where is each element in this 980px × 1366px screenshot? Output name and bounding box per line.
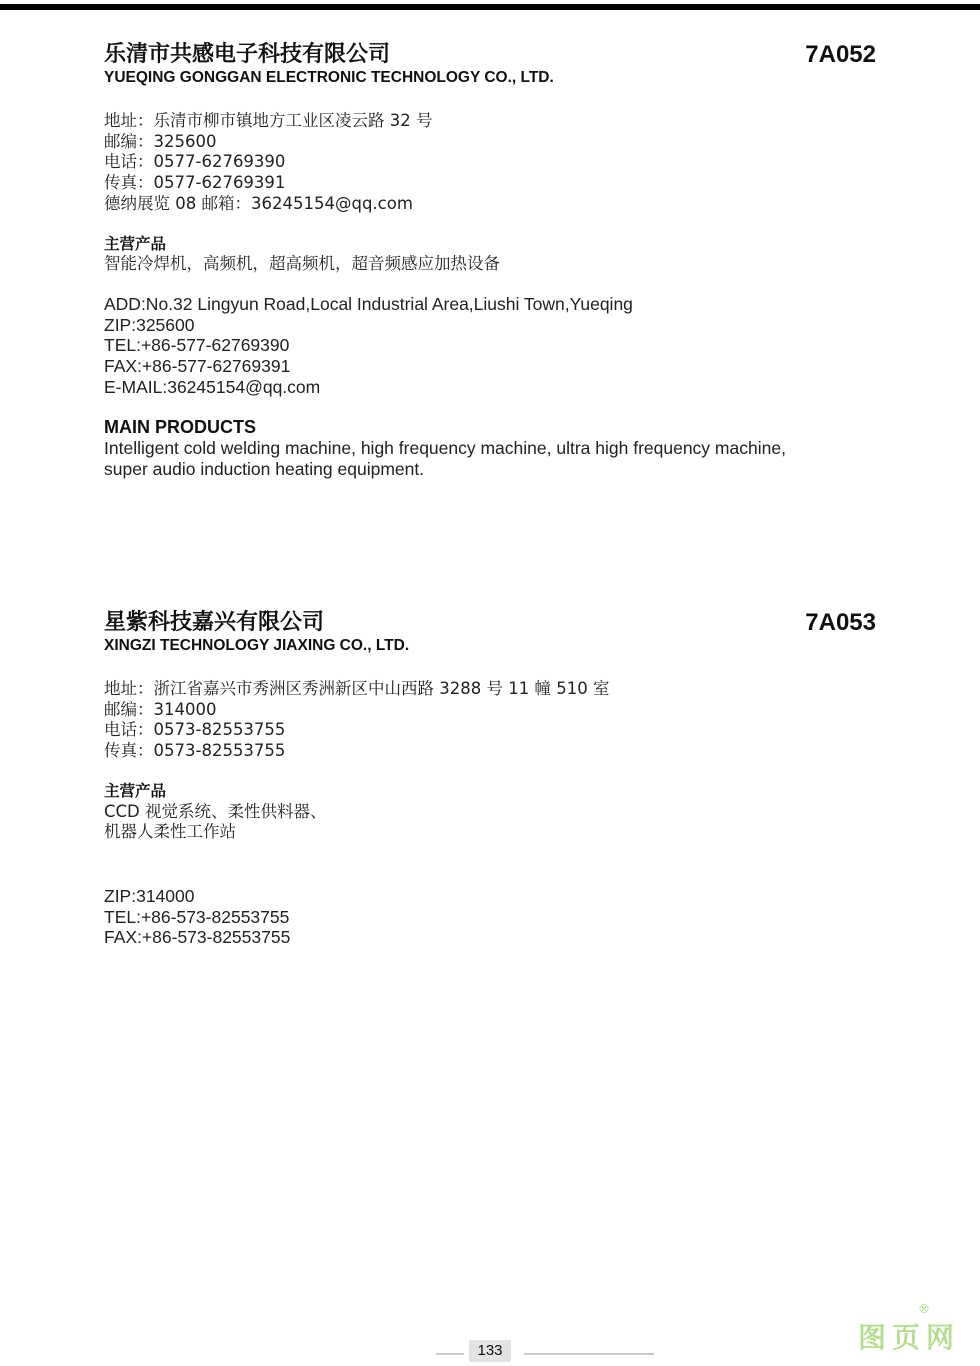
cn-phone: 电话：0577-62769390: [104, 152, 286, 172]
cn-fax: 传真：0573-82553755: [104, 741, 286, 761]
cn-zip: 邮编：314000: [104, 699, 217, 719]
cn-address: 地址：浙江省嘉兴市秀洲区秀洲新区中山西路 3288 号 11 幢 510 室: [104, 679, 610, 698]
cn-contact-block: [104, 679, 884, 762]
cn-zip: 邮编：325600: [104, 131, 217, 151]
cn-phone: 电话：0573-82553755: [104, 720, 286, 740]
booth-number: 7A052: [805, 41, 876, 68]
en-phone: TEL:+86-577-62769390: [104, 335, 290, 356]
en-products-heading: MAIN PRODUCTS: [104, 417, 256, 438]
en-zip: ZIP:325600: [104, 314, 195, 335]
footer-rule-right: [524, 1353, 654, 1355]
company-name-en: YUEQING GONGGAN ELECTRONIC TECHNOLOGY CO., LTD.: [104, 69, 554, 86]
exhibitor-entry: [104, 40, 884, 480]
company-name-cn: 星紫科技嘉兴有限公司: [104, 610, 325, 635]
booth-number: 7A053: [805, 609, 876, 636]
en-address: ADD:No.32 Lingyun Road,Local Industrial Area,Liushi Town,Yueqing: [104, 293, 633, 314]
en-phone: TEL:+86-573-82553755: [104, 906, 290, 927]
company-name-cn: 乐清市共感电子科技有限公司: [104, 42, 391, 67]
en-contact-block: [104, 886, 884, 948]
cn-email: 德纳展览 08 邮箱：36245154@qq.com: [104, 193, 413, 213]
cn-products-line: 智能冷焊机，高频机，超高频机，超音频感应加热设备: [104, 254, 500, 274]
top-rule: [0, 4, 980, 10]
en-fax: FAX:+86-577-62769391: [104, 356, 291, 377]
cn-products-heading: 主营产品: [104, 781, 167, 800]
en-zip: ZIP:314000: [104, 885, 195, 906]
page-number: 133: [469, 1340, 511, 1362]
en-products-line: Intelligent cold welding machine, high frequency machine, ultra high frequency machine,: [104, 438, 786, 459]
cn-products-block: [104, 234, 884, 275]
cn-address: 地址：乐清市柳市镇地方工业区凌云路 32 号: [104, 111, 433, 130]
en-email: E-MAIL:36245154@qq.com: [104, 376, 321, 397]
en-products-line: super audio induction heating equipment.: [104, 458, 425, 479]
en-contact-block: [104, 294, 884, 398]
exhibitor-entry: [104, 608, 884, 948]
footer-rule-left: [436, 1353, 464, 1355]
en-fax: FAX:+86-573-82553755: [104, 927, 291, 948]
watermark-logo: 图页网: [858, 1321, 961, 1354]
en-products-block: [104, 417, 884, 479]
registered-mark-icon: ®: [918, 1302, 930, 1316]
cn-products-heading: 主营产品: [104, 234, 167, 253]
cn-fax: 传真：0577-62769391: [104, 173, 286, 193]
company-name-en: XINGZI TECHNOLOGY JIAXING CO., LTD.: [104, 637, 410, 654]
cn-contact-block: [104, 111, 884, 215]
cn-products-line: 机器人柔性工作站: [104, 822, 236, 842]
cn-products-line: CCD 视觉系统、柔性供料器、: [104, 801, 327, 821]
cn-products-block: [104, 781, 884, 843]
